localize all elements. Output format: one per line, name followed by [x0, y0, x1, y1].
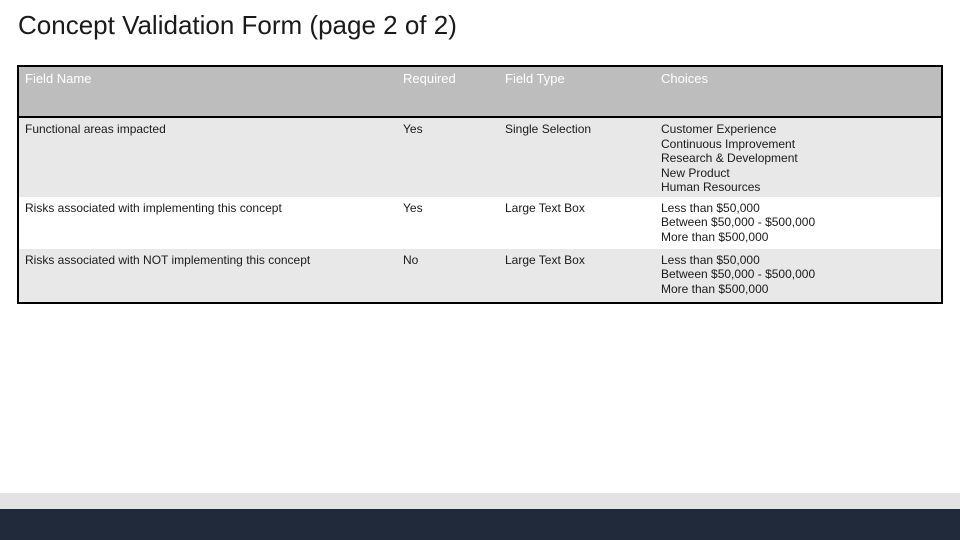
table-row: [19, 249, 941, 302]
cell-field-type: Single Selection: [505, 122, 592, 136]
choice-item: More than $500,000: [661, 281, 769, 296]
choice-item: Between $50,000 - $500,000: [661, 215, 816, 229]
choice-item: Less than $50,000: [661, 252, 760, 267]
cell-choices: [655, 197, 941, 249]
form-fields-table: [17, 65, 943, 304]
cell-required: No: [403, 252, 419, 267]
table-row: [19, 117, 941, 197]
cell-field-type: Large Text Box: [505, 200, 585, 215]
choice-item: Between $50,000 - $500,000: [661, 267, 816, 281]
table-header-row: [19, 67, 941, 117]
cell-field-name: Functional areas impacted: [25, 122, 166, 136]
page-title: Concept Validation Form (page 2 of 2): [18, 10, 457, 40]
header-field-type: Field Type: [499, 67, 655, 117]
cell-required: Yes: [403, 122, 423, 136]
cell-choices: [655, 249, 941, 302]
footer-bar: [0, 509, 960, 540]
choice-item: New Product: [661, 165, 730, 180]
cell-required: Yes: [403, 200, 423, 215]
cell-choices: [655, 117, 941, 197]
header-field-name: Field Name: [19, 67, 397, 117]
header-choices: Choices: [655, 67, 941, 117]
table-row: [19, 197, 941, 249]
choice-item: More than $500,000: [661, 229, 769, 244]
choice-item: Customer Experience: [661, 122, 777, 136]
header-required: Required: [397, 67, 499, 117]
choice-item: Continuous Improvement: [661, 136, 796, 151]
cell-field-name: Risks associated with NOT implementing this concept: [25, 252, 311, 267]
cell-field-type: Large Text Box: [505, 252, 585, 267]
choice-item: Human Resources: [661, 180, 761, 194]
cell-field-name: Risks associated with implementing this concept: [25, 200, 282, 215]
choice-item: Less than $50,000: [661, 200, 760, 215]
bottom-band: [0, 493, 960, 509]
choice-item: Research & Development: [661, 151, 798, 165]
